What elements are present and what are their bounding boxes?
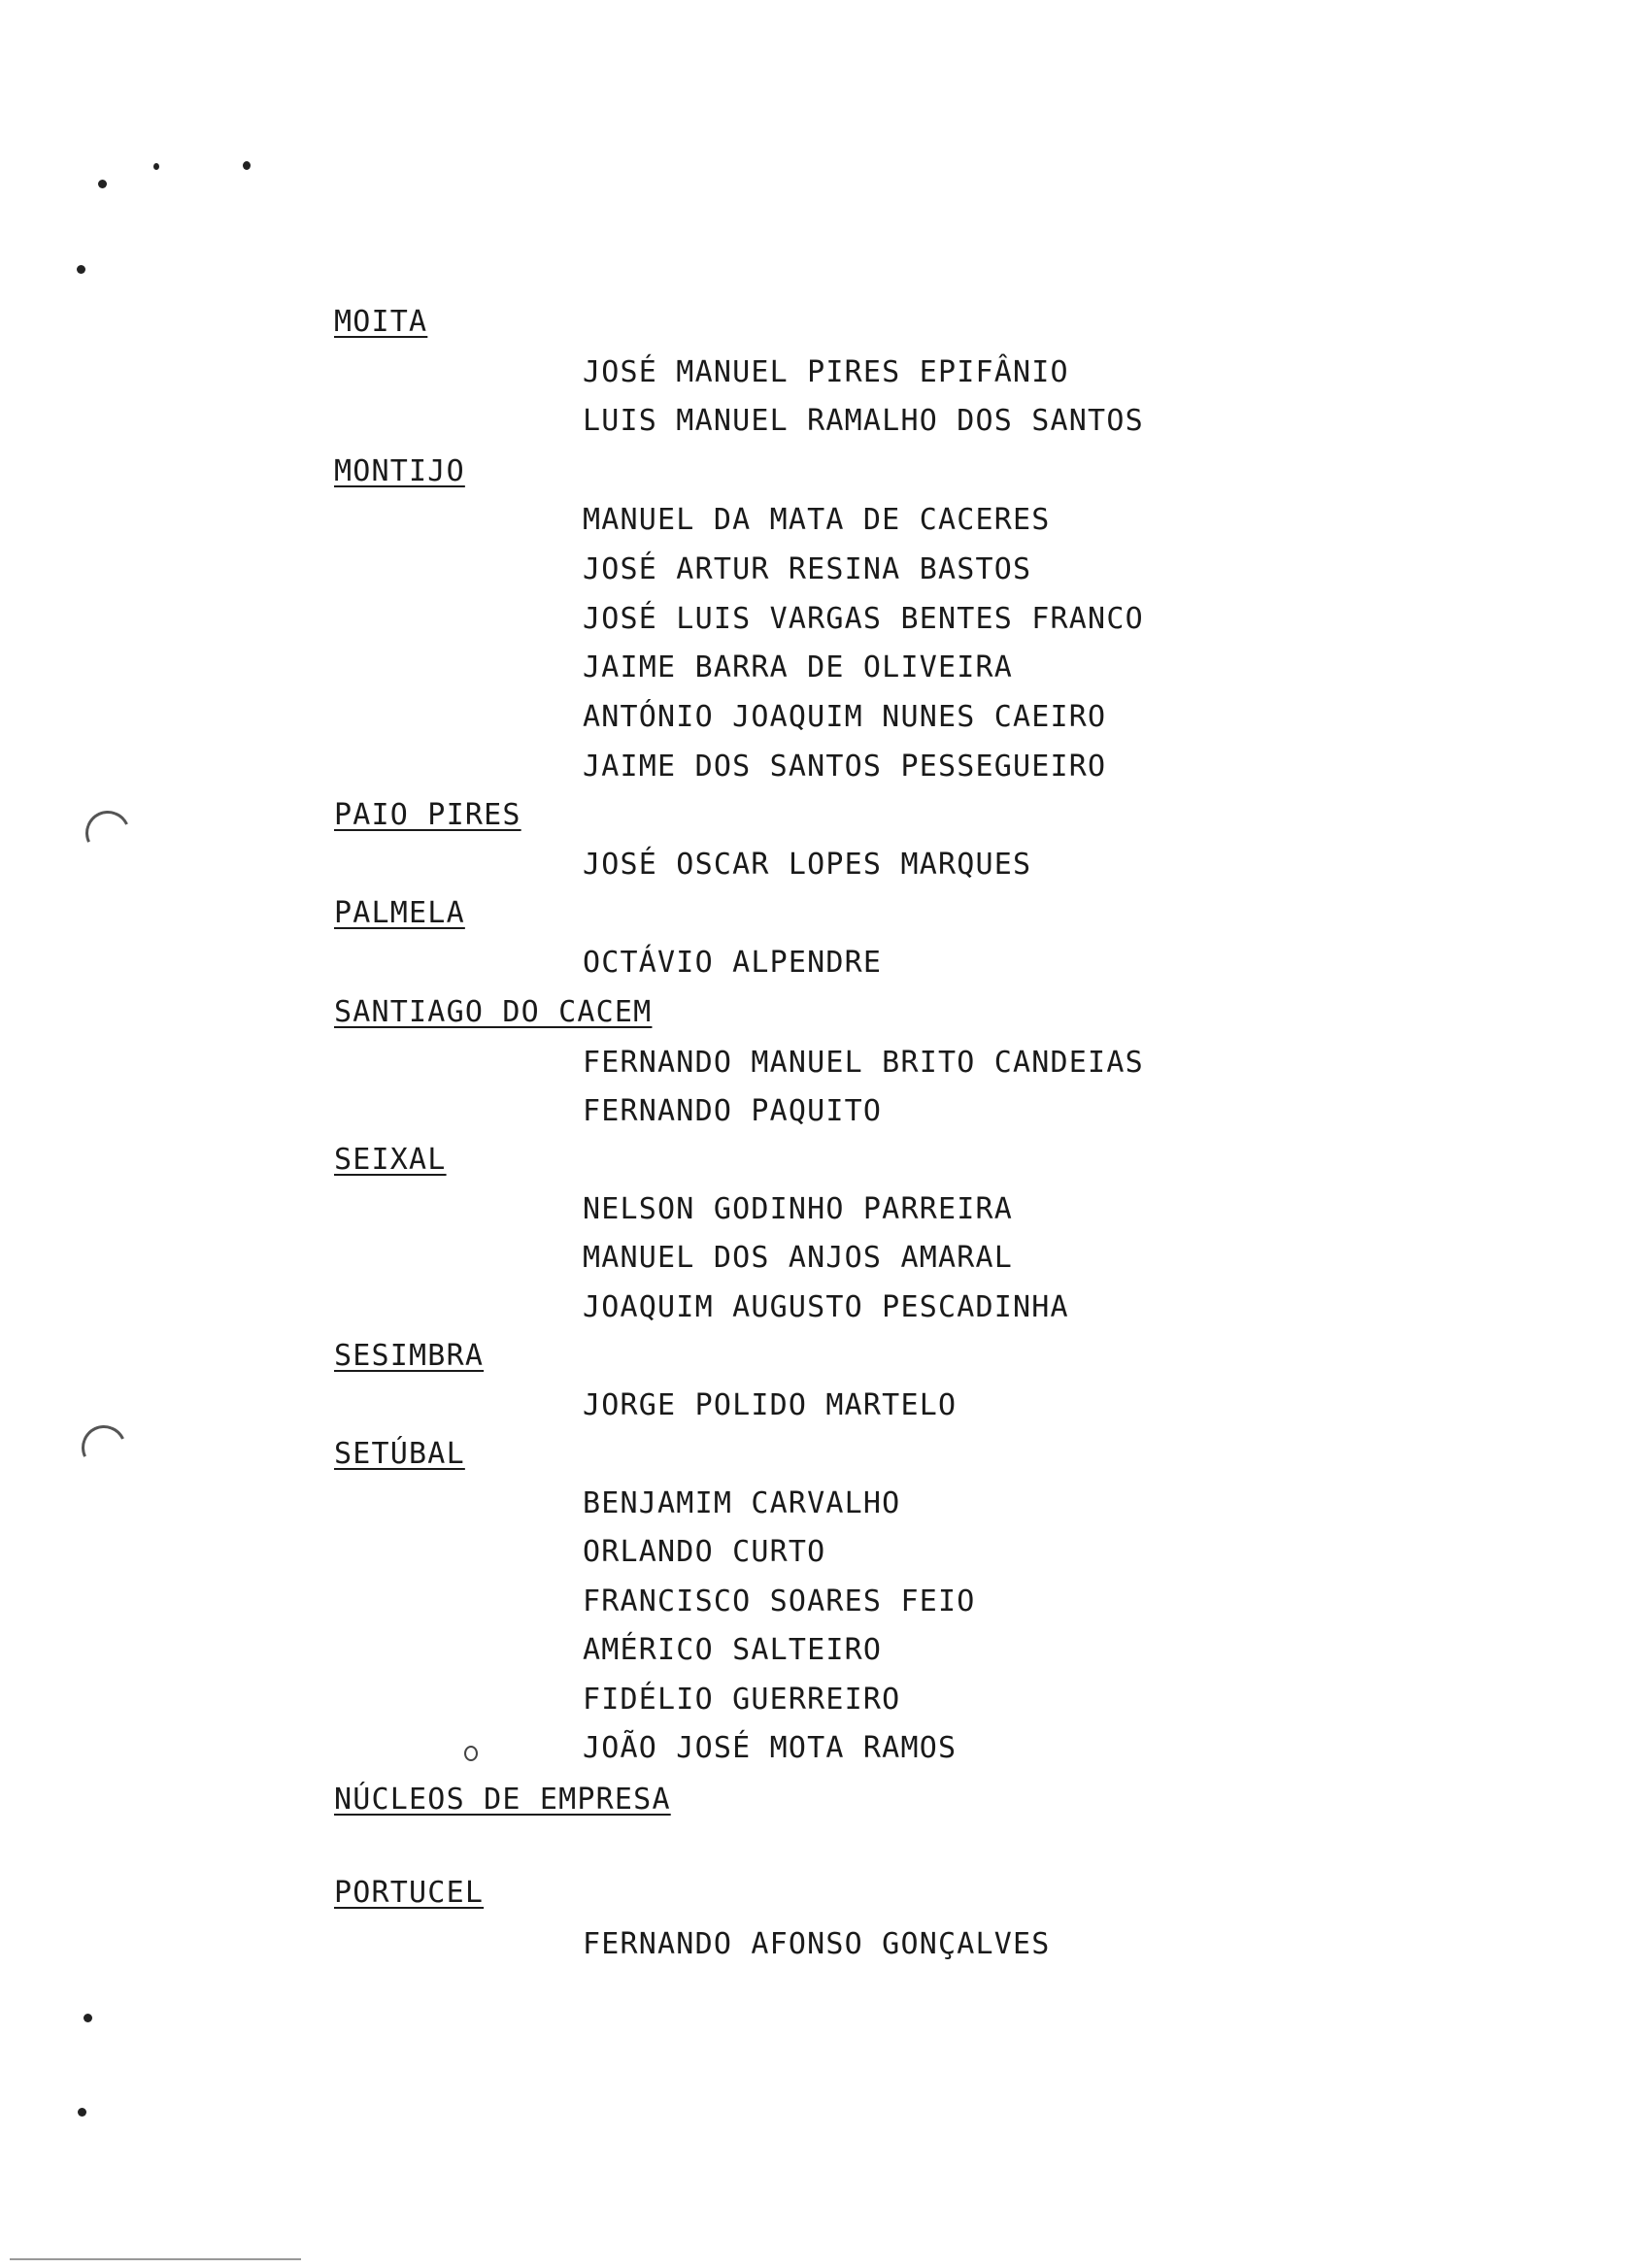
member-name: BENJAMIM CARVALHO (583, 1486, 901, 1520)
scan-edge-rule (10, 2258, 301, 2260)
section-heading: SANTIAGO DO CACEM (334, 995, 653, 1029)
member-name: JOSÉ LUIS VARGAS BENTES FRANCO (583, 602, 1144, 636)
section-heading: MONTIJO (334, 454, 465, 488)
section-heading: SESIMBRA (334, 1339, 485, 1373)
section-heading: PAIO PIRES (334, 798, 521, 832)
member-name: FIDÉLIO GUERREIRO (583, 1683, 901, 1717)
scan-speck (78, 2108, 86, 2117)
member-name: LUIS MANUEL RAMALHO DOS SANTOS (583, 404, 1144, 438)
member-name: FERNANDO MANUEL BRITO CANDEIAS (583, 1046, 1144, 1080)
section-heading: PORTUCEL (334, 1876, 485, 1910)
member-name: JAIME BARRA DE OLIVEIRA (583, 650, 1014, 684)
section-heading: NÚCLEOS DE EMPRESA (334, 1783, 671, 1817)
punch-hole-icon (80, 805, 137, 862)
member-name: FERNANDO PAQUITO (583, 1094, 883, 1128)
member-name: AMÉRICO SALTEIRO (583, 1633, 883, 1667)
member-name: MANUEL DA MATA DE CACERES (583, 503, 1051, 537)
section-heading: MOITA (334, 305, 428, 339)
section-heading: SETÚBAL (334, 1437, 465, 1471)
member-name: JORGE POLIDO MARTELO (583, 1388, 958, 1422)
scan-speck (84, 2014, 92, 2022)
member-name: OCTÁVIO ALPENDRE (583, 946, 883, 980)
scan-speck (464, 1746, 478, 1761)
section-heading: SEIXAL (334, 1143, 447, 1177)
scan-speck (243, 161, 251, 170)
member-name: JOÃO JOSÉ MOTA RAMOS (583, 1731, 958, 1765)
member-name: MANUEL DOS ANJOS AMARAL (583, 1241, 1014, 1275)
member-name: JAIME DOS SANTOS PESSEGUEIRO (583, 750, 1107, 784)
member-name: ANTÓNIO JOAQUIM NUNES CAEIRO (583, 700, 1107, 734)
scan-speck (153, 163, 159, 170)
member-name: NELSON GODINHO PARREIRA (583, 1192, 1014, 1226)
member-name: FERNANDO AFONSO GONÇALVES (583, 1927, 1051, 1961)
member-name: ORLANDO CURTO (583, 1535, 826, 1569)
member-name: JOSÉ OSCAR LOPES MARQUES (583, 848, 1032, 882)
member-name: FRANCISCO SOARES FEIO (583, 1584, 976, 1618)
scan-speck (77, 265, 85, 274)
scan-speck (98, 180, 107, 188)
section-heading: PALMELA (334, 896, 465, 930)
member-name: JOSÉ ARTUR RESINA BASTOS (583, 552, 1032, 586)
member-name: JOAQUIM AUGUSTO PESCADINHA (583, 1290, 1069, 1324)
member-name: JOSÉ MANUEL PIRES EPIFÂNIO (583, 355, 1069, 389)
punch-hole-icon (76, 1419, 133, 1477)
